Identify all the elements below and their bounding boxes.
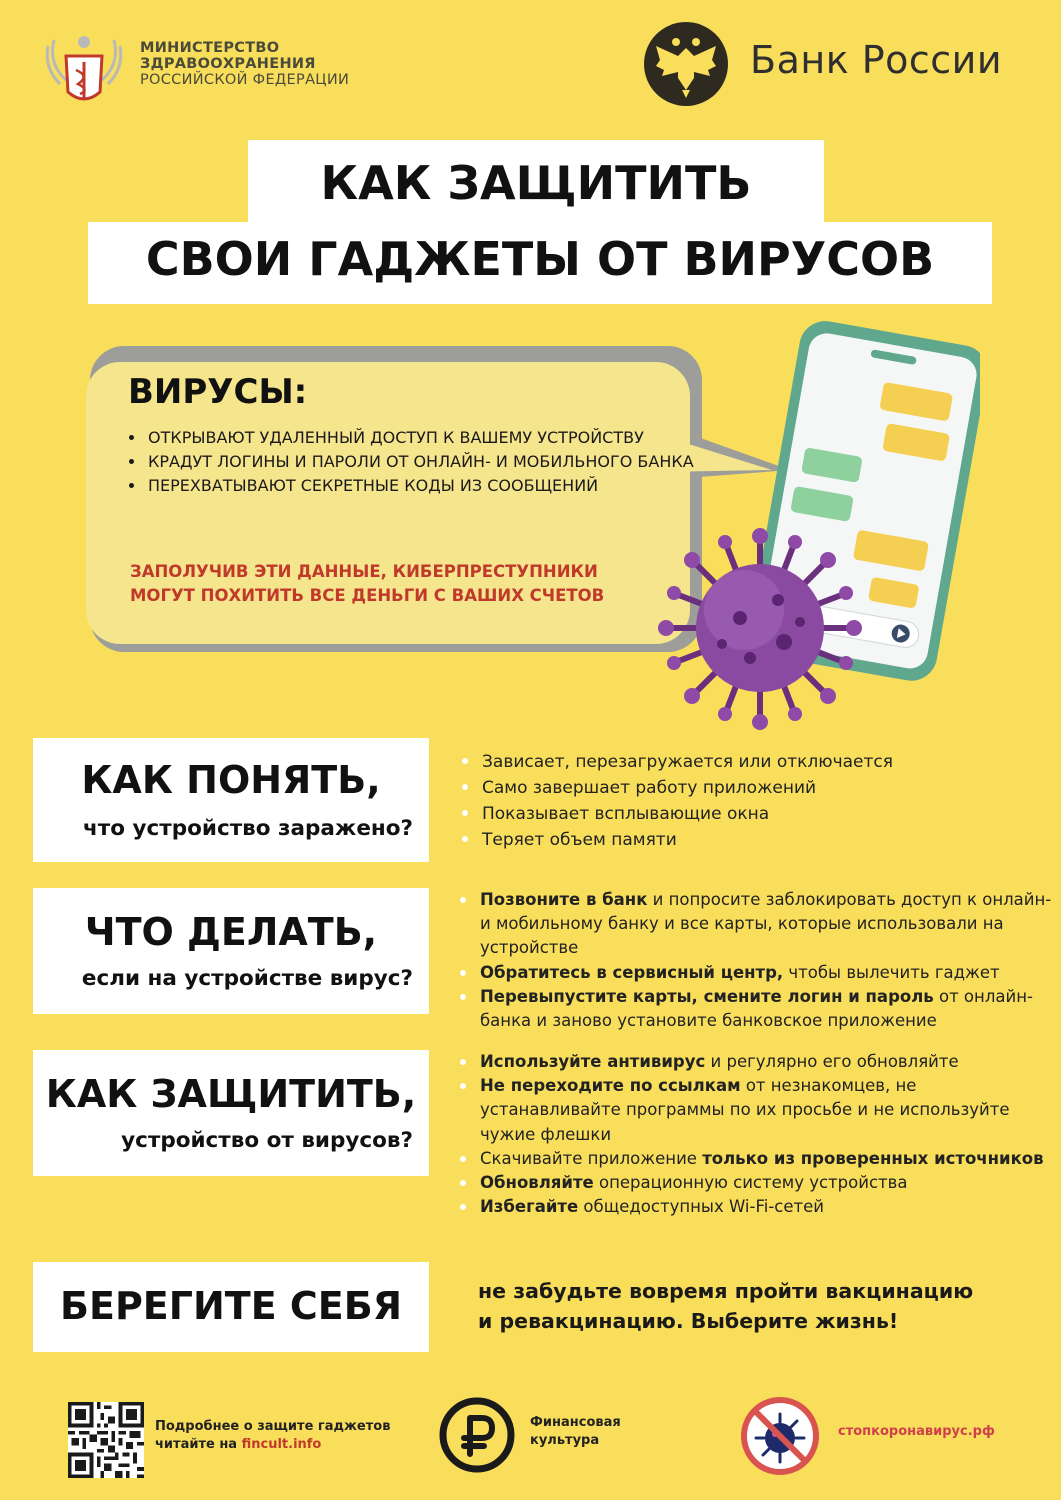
warning-text: ЗАПОЛУЧИВ ЭТИ ДАННЫЕ, КИБЕРПРЕСТУПНИКИ МОГУТ ПОХИТИТЬ ВСЕ ДЕНЬГИ С ВАШИХ СЧЕТОВ (130, 562, 605, 605)
qr-code-icon[interactable] (68, 1402, 144, 1478)
ruble-icon (438, 1396, 516, 1474)
list-item: Позвоните в банк и попросите заблокировать доступ к онлайн- и мобильному банку и все карты, которые использовали на устройстве (480, 888, 1060, 961)
list-item: Избегайте общедоступных Wi-Fi-сетей (480, 1195, 1060, 1219)
virus-icon (658, 528, 862, 730)
stopcoronavirus-link[interactable]: стопкоронавирус.рф (838, 1424, 995, 1439)
list-item: Теряет объем памяти (482, 827, 1061, 853)
ministry-emblem-icon (40, 28, 128, 110)
list-item: Используйте антивирус и регулярно его обновляйте (480, 1050, 1060, 1074)
section-protect-heading: КАК ЗАЩИТИТЬ, (45, 1072, 417, 1116)
fincult-link[interactable]: fincult.info (241, 1437, 322, 1452)
stop-coronavirus-icon (740, 1396, 820, 1476)
list-item: Зависает, перезагружается или отключается (482, 749, 1061, 775)
section-understand-subheading: что устройство заражено? (83, 816, 413, 841)
list-item: Не переходите по ссылкам от незнакомцев, не устанавливайте программы по их просьбе и не используйте чужие флешки (480, 1074, 1060, 1147)
list-item: Обратитесь в сервисный центр, чтобы вылечить гаджет (480, 961, 1060, 985)
vaccination-message: не забудьте вовремя пройти вакцинацию и ревакцинацию. Выберите жизнь! (478, 1279, 974, 1333)
list-item: Показывает всплывающие окна (482, 801, 1061, 827)
phone-illustration (620, 318, 980, 758)
section-protect-subheading: устройство от вирусов? (121, 1128, 413, 1153)
section-protect-box (33, 1050, 429, 1176)
viruses-heading: ВИРУСЫ: (128, 372, 308, 412)
list-item: Обновляйте операционную систему устройства (480, 1171, 1060, 1195)
fincult-note: Подробнее о защите гаджетов читайте на fincult.info (155, 1419, 391, 1452)
section-what-to-do-heading: ЧТО ДЕЛАТЬ, (84, 910, 378, 954)
viruses-list (124, 426, 706, 498)
list-item: • ПЕРЕХВАТЫВАЮТ СЕКРЕТНЫЕ КОДЫ ИЗ СООБЩЕНИЙ (146, 474, 706, 498)
list-item: • ОТКРЫВАЮТ УДАЛЕННЫЙ ДОСТУП К ВАШЕМУ УСТРОЙСТВУ (146, 426, 706, 450)
page-title-line-1: КАК ЗАЩИТИТЬ (320, 156, 752, 210)
bank-of-russia-eagle-icon (642, 20, 730, 108)
section-what-to-do-box (33, 888, 429, 1014)
section-care-box (33, 1262, 429, 1352)
section-what-to-do-list (458, 888, 1060, 1033)
page-title-line-2: СВОИ ГАДЖЕТЫ ОТ ВИРУСОВ (145, 232, 935, 286)
section-understand-box (33, 738, 429, 862)
list-item: Само завершает работу приложений (482, 775, 1061, 801)
section-protect-list (458, 1050, 1060, 1219)
section-understand-list (460, 749, 1061, 853)
bank-name: Банк России (750, 38, 1003, 82)
section-understand-heading: КАК ПОНЯТЬ, (81, 758, 381, 802)
section-what-to-do-subheading: если на устройстве вирус? (81, 966, 413, 991)
section-care-heading: БЕРЕГИТЕ СЕБЯ (60, 1284, 402, 1328)
ministry-name: МИНИСТЕРСТВО ЗДРАВООХРАНЕНИЯ РОССИЙСКОЙ ФЕДЕРАЦИИ (140, 40, 350, 88)
financial-culture-label: Финансовая культура (530, 1415, 621, 1448)
list-item: Перевыпустите карты, смените логин и пароль от онлайн-банка и заново установите банковское приложение (480, 985, 1060, 1033)
list-item: • КРАДУТ ЛОГИНЫ И ПАРОЛИ ОТ ОНЛАЙН- И МОБИЛЬНОГО БАНКА (146, 450, 706, 474)
list-item: Скачивайте приложение только из проверенных источников (480, 1147, 1060, 1171)
